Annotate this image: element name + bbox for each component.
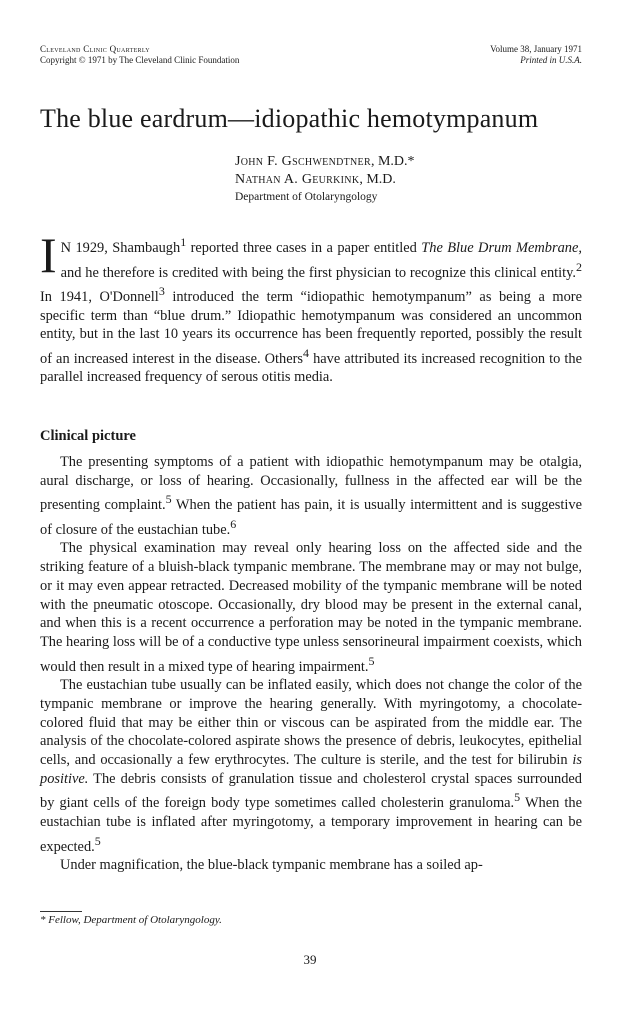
footnote-rule: [40, 911, 82, 912]
author-1-name: John F. Gschwendtner: [235, 154, 371, 169]
paragraph-text: Under magnification, the blue-black tympanic membrane has a soiled ap-: [60, 857, 483, 874]
reference-marker: 6: [230, 516, 237, 531]
intro-text: introduced the term “idiopathic hemotympanum” as being a more specific term than “blue drum.” Idiopathic hemotympanum was considered an uncommon entity, but in the last 10 years its occurrence has been frequently reported, possibly the result of an increased interest in the disease. Others: [40, 288, 582, 367]
paragraph-text: When the patient has pain, it is usually intermittent and is suggestive of closure of the eustachian tube.: [40, 497, 582, 538]
reference-marker: 3: [158, 284, 165, 298]
paragraph: [40, 676, 582, 856]
author-1: [235, 153, 415, 171]
intro-paragraph: [40, 227, 582, 387]
intro-text: and he therefore is credited with being the first physician to recognize this clinical entity.: [60, 264, 576, 281]
footnote: * Fellow, Department of Otolaryngology.: [40, 914, 222, 926]
intro-text: N 1929, Shambaugh: [60, 239, 181, 256]
reference-marker: 1: [180, 235, 187, 249]
printed-line: Printed in U.S.A.: [520, 55, 582, 65]
running-header-left: [40, 44, 239, 66]
volume-line: Volume 38, January 1971: [490, 44, 582, 54]
author-2-name: Nathan A. Geurkink: [235, 172, 360, 187]
paragraph-text: The physical examination may reveal only hearing loss on the affected side and the striking feature of a bluish-black tympanic membrane. The membrane may or may not bulge, or it may even appear retracted. Decreased mobility of the tympanic membrane will be noted with the pneumatic otoscope. Occasionally, dry blood may be present in the external canal, and when this is a recent occurrence a perforation may be noted in the tympanic membrane. The hearing loss will be of a conductive type unless sensorineural impairment coexists, which would then result in a mixed type of hearing impairment.: [40, 540, 582, 675]
paragraph-text: The debris consists of granulation tissue and cholesterol crystal spaces surrounded by giant cells of the foreign body type sometimes called cholesterin granuloma.: [40, 770, 582, 812]
article-title: The blue eardrum—idiopathic hemotympanum: [40, 104, 539, 133]
author-2-degree: , M.D.: [359, 172, 396, 187]
paragraph-text-italic: is positive.: [40, 751, 582, 787]
intro-text: In 1941, O'Donnell: [40, 288, 159, 305]
paragraph-text: The presenting symptoms of a patient with idiopathic hemotympanum may be otalgia, aural discharge, or loss of hearing. Occasionally, fullness in the affected ear will be the presenting complaint.: [40, 454, 582, 514]
reference-marker: 5: [514, 790, 521, 805]
reference-marker: 4: [303, 345, 309, 360]
cited-book-title: The Blue Drum Membrane,: [421, 239, 582, 256]
reference-marker: 5: [368, 653, 375, 668]
author-block: [235, 153, 415, 206]
section-heading: Clinical picture: [40, 428, 136, 444]
page-number: 39: [303, 952, 317, 967]
reference-marker: 2: [576, 259, 582, 274]
intro-text: have attributed its increased recognition to the parallel increased frequency of serous otitis media.: [40, 350, 582, 386]
intro-text: reported three cases in a paper entitled: [186, 239, 422, 256]
paragraph-text: When the eustachian tube is inflated after myringotomy, a temporary improvement in hearing can be expected.: [40, 795, 582, 855]
author-1-degree: , M.D.*: [370, 154, 415, 169]
copyright-line: Copyright © 1971 by The Cleveland Clinic Foundation: [40, 55, 240, 65]
reference-marker: 5: [165, 492, 172, 507]
paragraph: [40, 539, 582, 676]
author-2: [235, 171, 415, 189]
paragraph: [40, 856, 582, 875]
running-header-right: [490, 44, 582, 66]
paragraph: [40, 453, 582, 539]
reference-marker: 5: [94, 833, 101, 848]
author-department: Department of Otolaryngology: [235, 191, 378, 203]
drop-cap: I: [40, 227, 57, 283]
clinical-section-body: [40, 453, 582, 875]
paragraph-text: The eustachian tube usually can be inflated easily, which does not change the color of the tympanic membrane or improve the hearing generally. With myringotomy, a chocolate-colored fluid that may be either thin or viscous can be aspirated from the middle ear. The analysis of the chocolate-colored aspirate shows the presence of debris, leukocytes, epithelial cells, and occasionally a few erythrocytes. The culture is sterile, and the test for bilirubin: [40, 677, 582, 768]
journal-name: Cleveland Clinic Quarterly: [40, 44, 150, 54]
